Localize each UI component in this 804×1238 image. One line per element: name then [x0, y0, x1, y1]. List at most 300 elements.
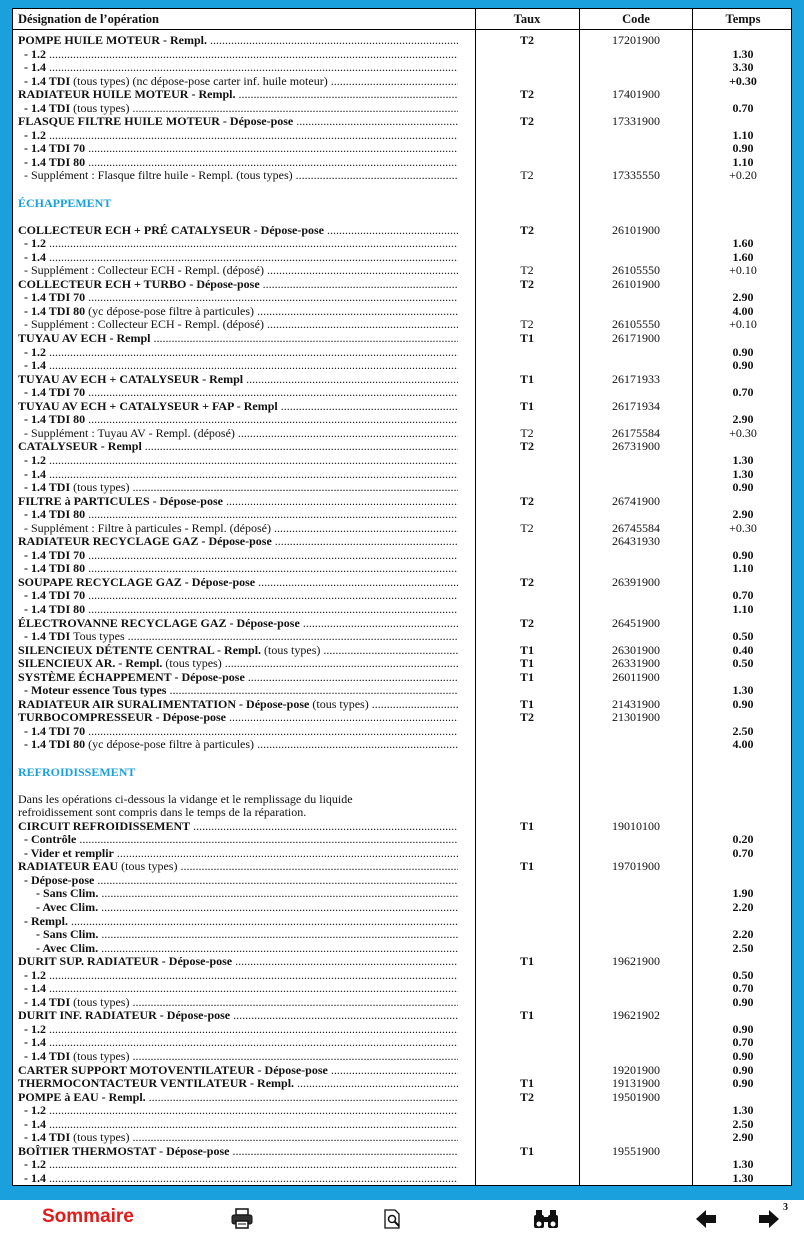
temps-cell: 1.30	[732, 1170, 754, 1185]
temps-cell: 1.10	[732, 601, 754, 616]
operation-label: - 1.4	[18, 1036, 46, 1050]
operation-designation	[18, 468, 458, 482]
operation-label: - 1.4 TDI 70	[18, 589, 86, 603]
temps-cell: 1.30	[732, 683, 754, 698]
operation-label: - Contrôle	[18, 833, 77, 847]
temps-cell: 1.10	[732, 154, 754, 169]
taux-cell: T2	[519, 710, 534, 725]
leader-dots	[98, 901, 458, 914]
table-row	[13, 1077, 791, 1091]
taux-cell: T2	[519, 1089, 534, 1104]
operation-label: CIRCUIT REFROIDISSEMENT	[18, 819, 191, 833]
operation-designation	[18, 48, 458, 62]
operation-label: - Supplément : Collecteur ECH - Rempl. (déposé)	[18, 318, 264, 332]
table-row	[13, 1158, 791, 1172]
taux-cell: T2	[520, 317, 534, 332]
operation-designation	[18, 887, 458, 901]
leader-dots	[46, 982, 458, 995]
operation-label: - 1.4 TDI 70	[18, 386, 86, 400]
table-row	[13, 183, 791, 197]
temps-cell: 0.50	[732, 629, 754, 644]
table-row	[13, 129, 791, 143]
leader-dots	[94, 874, 458, 887]
operation-label: - Supplément : Filtre à particules - Rempl. (déposé)	[18, 521, 271, 535]
operation-designation	[18, 1009, 458, 1023]
code-cell: 19701900	[612, 859, 660, 874]
code-cell: 26011900	[612, 669, 660, 684]
operation-label: - 1.2	[18, 237, 46, 251]
operation-label: - Supplément : Tuyau AV - Rempl. (déposé)	[18, 426, 235, 440]
leader-dots	[85, 562, 458, 575]
temps-cell: 1.30	[732, 452, 754, 467]
operation-designation	[18, 495, 458, 509]
leader-dots	[226, 711, 458, 724]
operation-label: - 1.4	[18, 1171, 46, 1185]
table-row	[13, 847, 791, 861]
operation-label: RADIATEUR AIR SURALIMENTATION - Dépose-pose	[18, 697, 310, 711]
operation-designation	[18, 61, 458, 75]
footer-toolbar	[0, 1200, 804, 1238]
temps-cell: +0.30	[729, 425, 757, 440]
table-row	[13, 820, 791, 834]
operation-designation	[18, 88, 458, 102]
table-row	[13, 88, 791, 102]
leader-dots	[190, 820, 458, 833]
operation-label: - Sans Clim.	[18, 928, 99, 942]
operation-label: SILENCIEUX AR. - Rempl.	[18, 657, 163, 671]
table-row	[13, 982, 791, 996]
leader-dots	[328, 1064, 458, 1077]
table-row	[13, 603, 791, 617]
taux-cell: T2	[520, 425, 534, 440]
table-row	[13, 305, 791, 319]
operation-label: - 1.2	[18, 128, 46, 142]
temps-cell: 2.50	[732, 723, 754, 738]
leader-dots	[230, 1009, 458, 1022]
table-row	[13, 332, 791, 346]
leader-dots	[68, 915, 458, 928]
temps-cell: 0.90	[732, 480, 754, 495]
operation-label: - 1.4 TDI	[18, 630, 71, 644]
operation-label: - Supplément : Collecteur ECH - Rempl. (déposé)	[18, 264, 264, 278]
operation-label: - 1.4	[18, 982, 46, 996]
code-cell: 19551900	[612, 1143, 660, 1158]
operation-designation	[18, 34, 458, 48]
operation-label: - Dépose-pose	[18, 873, 95, 887]
operation-designation	[18, 603, 458, 617]
temps-cell: 0.50	[732, 967, 754, 982]
page-number: 3	[783, 1202, 788, 1213]
operation-designation	[18, 969, 458, 983]
operation-label: - 1.4 TDI 70	[18, 724, 86, 738]
temps-cell: 2.90	[732, 412, 754, 427]
leader-dots	[166, 684, 458, 697]
table-row	[13, 698, 791, 712]
code-cell: 26745584	[612, 520, 660, 535]
header-temps: Temps	[725, 12, 761, 26]
temps-cell: 2.20	[732, 927, 754, 942]
header-code: Code	[622, 12, 650, 26]
operation-label: COLLECTEUR ECH + TURBO - Dépose-pose	[18, 277, 260, 291]
table-row	[13, 400, 791, 414]
table-row	[13, 535, 791, 549]
operation-designation	[18, 901, 458, 915]
leader-dots	[207, 34, 458, 47]
operation-label: FLASQUE FILTRE HUILE MOTEUR - Dépose-pose	[18, 115, 294, 129]
operation-designation	[18, 847, 458, 861]
leader-dots	[324, 224, 458, 237]
operation-designation	[18, 1131, 458, 1145]
operation-designation	[18, 589, 458, 603]
temps-cell: 1.30	[732, 46, 754, 61]
code-cell: 17401900	[612, 87, 660, 102]
table-row	[13, 142, 791, 156]
operation-designation	[18, 955, 458, 969]
operation-label: - 1.4	[18, 61, 46, 75]
leader-dots	[46, 969, 458, 982]
operation-designation	[18, 1064, 458, 1078]
table-row	[13, 156, 791, 170]
temps-cell: 0.70	[732, 981, 754, 996]
operation-label: RADIATEUR EAU	[18, 860, 119, 874]
code-cell: 26301900	[612, 642, 660, 657]
temps-cell: 1.30	[732, 1103, 754, 1118]
table-row	[13, 684, 791, 698]
operation-designation	[18, 833, 458, 847]
leader-dots	[46, 1172, 458, 1185]
operation-designation	[18, 386, 458, 400]
operation-designation	[18, 1158, 458, 1172]
table-row	[13, 860, 791, 874]
header-taux: Taux	[513, 12, 541, 26]
operation-designation	[18, 305, 458, 319]
code-cell: 26101900	[612, 222, 660, 237]
leader-dots	[293, 115, 458, 128]
taux-cell: T1	[519, 331, 534, 346]
operation-label: - 1.4	[18, 359, 46, 373]
operation-label: - 1.4	[18, 1117, 46, 1131]
temps-cell: 0.90	[732, 1062, 754, 1077]
operation-qualifier: (tous types)	[162, 657, 222, 671]
taux-cell: T1	[519, 669, 534, 684]
table-row	[13, 373, 791, 387]
table-row	[13, 291, 791, 305]
table-row	[13, 1091, 791, 1105]
operation-designation	[18, 346, 458, 360]
table-row	[13, 1009, 791, 1023]
operation-designation	[18, 1172, 458, 1186]
table-row	[13, 346, 791, 360]
operation-designation	[18, 278, 458, 292]
table-row	[13, 752, 791, 766]
leader-dots	[85, 589, 458, 602]
operation-designation	[18, 102, 458, 116]
table-row	[13, 874, 791, 888]
operation-designation	[18, 400, 458, 414]
operation-label: - 1.2	[18, 345, 46, 359]
leader-dots	[150, 332, 458, 345]
table-row	[13, 210, 791, 224]
operation-label: - 1.4 TDI 80	[18, 155, 86, 169]
leader-dots	[85, 549, 458, 562]
table-row	[13, 644, 791, 658]
leader-dots	[300, 617, 458, 630]
operation-designation	[18, 806, 458, 820]
leader-dots	[264, 318, 458, 331]
code-cell: 17331900	[612, 114, 660, 129]
operation-label: - Avec Clim.	[18, 901, 99, 914]
code-cell: 26391900	[612, 574, 660, 589]
operation-designation	[18, 522, 458, 536]
operation-designation	[18, 793, 458, 807]
temps-cell: 0.90	[732, 547, 754, 562]
operation-qualifier: (tous types)	[118, 860, 178, 874]
operation-qualifier: (tous types)	[70, 995, 130, 1009]
section-heading	[13, 766, 791, 780]
arrow-right-icon[interactable]	[757, 1208, 781, 1234]
taux-cell: T1	[519, 642, 534, 657]
operation-label: TUYAU AV ECH + CATALYSEUR - Rempl	[18, 372, 244, 386]
taux-cell: T2	[520, 168, 534, 183]
code-cell: 26431930	[612, 534, 660, 549]
table-row	[13, 468, 791, 482]
leader-dots	[46, 61, 458, 74]
taux-cell: T2	[519, 615, 534, 630]
operation-label: - 1.4 TDI	[18, 101, 71, 115]
taux-cell: T1	[519, 1076, 534, 1091]
operation-qualifier: (tous types) (nc dépose-pose carter inf. huile moteur)	[70, 74, 328, 88]
operation-designation	[18, 1104, 458, 1118]
leader-dots	[146, 1091, 458, 1104]
temps-cell: +0.20	[729, 168, 757, 183]
code-cell: 26451900	[612, 615, 660, 630]
operation-label: FILTRE à PARTICULES - Dépose-pose	[18, 494, 223, 508]
leader-dots	[85, 508, 458, 521]
leader-dots	[245, 671, 458, 684]
code-cell: 19621902	[612, 1008, 660, 1023]
table-row	[13, 630, 791, 644]
taux-cell: T1	[519, 1008, 534, 1023]
table-row	[13, 576, 791, 590]
temps-cell: 0.90	[732, 141, 754, 156]
operation-designation	[18, 508, 458, 522]
operation-qualifier: (tous types)	[70, 1050, 130, 1064]
leader-dots	[293, 169, 458, 182]
table-row	[13, 779, 791, 793]
operation-designation	[18, 725, 458, 739]
code-cell: 26101900	[612, 276, 660, 291]
operation-label: TURBOCOMPRESSEUR - Dépose-pose	[18, 711, 227, 725]
table-row	[13, 725, 791, 739]
leader-dots	[76, 833, 458, 846]
operation-qualifier: (tous types)	[70, 481, 130, 495]
temps-cell: +0.10	[729, 317, 757, 332]
code-cell: 19131900	[612, 1076, 660, 1091]
leader-dots	[85, 413, 458, 426]
operation-label: RADIATEUR RECYCLAGE GAZ - Dépose-pose	[18, 535, 272, 549]
temps-cell: 0.70	[732, 385, 754, 400]
operation-label: DURIT INF. RADIATEUR - Dépose-pose	[18, 1009, 231, 1023]
temps-cell: 0.90	[732, 1049, 754, 1064]
operation-qualifier: Tous types	[70, 630, 125, 644]
table-row	[13, 522, 791, 536]
operation-label: ÉLECTROVANNE RECYCLAGE GAZ - Dépose-pose	[18, 616, 300, 630]
temps-cell: 0.50	[732, 656, 754, 671]
operation-designation	[18, 535, 458, 549]
operation-designation	[18, 942, 458, 956]
leader-dots	[223, 495, 458, 508]
leader-dots	[46, 346, 458, 359]
operation-qualifier: (tous types)	[261, 643, 321, 657]
operation-label: - 1.4 TDI	[18, 1050, 71, 1064]
leader-dots	[46, 237, 458, 250]
temps-cell: 0.90	[732, 358, 754, 373]
taux-cell: T1	[519, 398, 534, 413]
code-cell: 26171900	[612, 331, 660, 346]
operations-table	[12, 8, 792, 1186]
code-cell: 19201900	[612, 1062, 660, 1077]
sommaire-link[interactable]: Sommaire	[42, 1206, 134, 1227]
temps-cell: 0.90	[732, 696, 754, 711]
operation-designation	[18, 332, 458, 346]
code-cell: 26105550	[612, 263, 660, 278]
table-row	[13, 711, 791, 725]
operation-label: - 1.4 TDI 80	[18, 413, 86, 427]
operation-designation	[18, 1050, 458, 1064]
operation-designation	[18, 169, 458, 183]
operation-designation	[18, 996, 458, 1010]
temps-cell: 3.30	[732, 60, 754, 75]
operation-designation	[18, 1036, 458, 1050]
operation-label: SYSTÈME ÉCHAPPEMENT - Dépose-pose	[18, 670, 245, 684]
leader-dots	[85, 142, 458, 155]
leader-dots	[320, 644, 458, 657]
table-row	[13, 738, 791, 752]
leader-dots	[229, 1145, 458, 1158]
operation-label: - Supplément : Flasque filtre huile - Rempl. (tous types)	[18, 169, 293, 183]
table-row	[13, 440, 791, 454]
code-cell: 26171934	[612, 398, 660, 413]
table-row	[13, 915, 791, 929]
operation-designation	[18, 156, 458, 170]
operation-label: SILENCIEUX DÉTENTE CENTRAL - Rempl.	[18, 643, 262, 657]
temps-cell: +0.10	[729, 263, 757, 278]
operation-designation	[18, 982, 458, 996]
taux-cell: T2	[519, 574, 534, 589]
table-body	[13, 34, 791, 1185]
temps-cell: 1.10	[732, 561, 754, 576]
temps-cell: 0.20	[732, 832, 754, 847]
leader-dots	[222, 657, 458, 670]
leader-dots	[129, 102, 458, 115]
operation-label: - 1.4 TDI 80	[18, 562, 86, 576]
leader-dots	[255, 576, 458, 589]
code-cell: 19501900	[612, 1089, 660, 1104]
table-row	[13, 806, 791, 820]
table-row	[13, 942, 791, 956]
operation-label: - 1.2	[18, 453, 46, 467]
table-row	[13, 359, 791, 373]
operation-designation	[18, 860, 458, 874]
table-row	[13, 481, 791, 495]
taux-cell: T2	[520, 520, 534, 535]
operation-label: ÉCHAPPEMENT	[18, 196, 112, 210]
operation-designation	[18, 766, 458, 780]
temps-cell: +0.30	[729, 520, 757, 535]
leader-dots	[98, 942, 458, 955]
operation-designation	[18, 617, 458, 631]
operation-designation	[18, 684, 458, 698]
operation-label: REFROIDISSEMENT	[18, 765, 136, 779]
header-designation: Désignation de l’opération	[18, 12, 159, 26]
operation-label: - 1.4 TDI 80	[18, 602, 86, 616]
operation-label: - Avec Clim.	[18, 941, 99, 955]
operation-designation	[18, 820, 458, 834]
temps-cell: 1.60	[732, 249, 754, 264]
leader-dots	[129, 1050, 458, 1063]
operation-qualifier: (tous types)	[309, 697, 369, 711]
taux-cell: T1	[519, 818, 534, 833]
operation-designation	[18, 427, 458, 441]
code-cell: 26731900	[612, 439, 660, 454]
operation-label: - 1.2	[18, 1158, 46, 1172]
table-row	[13, 549, 791, 563]
operation-label: - 1.4	[18, 250, 46, 264]
operation-designation	[18, 440, 458, 454]
zoom-page-icon[interactable]	[383, 1208, 403, 1234]
table-row	[13, 508, 791, 522]
binoculars-icon[interactable]	[532, 1208, 560, 1234]
table-row	[13, 589, 791, 603]
leader-dots	[235, 88, 458, 101]
leader-dots	[142, 440, 458, 453]
leader-dots	[260, 278, 458, 291]
temps-cell: 0.40	[732, 642, 754, 657]
operation-designation	[18, 915, 458, 929]
operation-label: - 1.4 TDI 80	[18, 508, 86, 522]
leader-dots	[46, 251, 458, 264]
table-row	[13, 1172, 791, 1186]
operation-qualifier: (tous types)	[70, 101, 130, 115]
operation-designation	[18, 115, 458, 129]
table-row	[13, 793, 791, 807]
table-row	[13, 1131, 791, 1145]
operation-designation	[18, 237, 458, 251]
arrow-left-icon[interactable]	[694, 1208, 718, 1234]
temps-cell: 0.90	[732, 1076, 754, 1091]
taux-cell: T1	[519, 1143, 534, 1158]
leader-dots	[98, 928, 458, 941]
table-row	[13, 251, 791, 265]
printer-icon[interactable]	[230, 1208, 254, 1234]
operation-designation	[18, 413, 458, 427]
operation-label: RADIATEUR HUILE MOTEUR - Rempl.	[18, 88, 236, 102]
leader-dots	[264, 264, 458, 277]
leader-dots	[46, 129, 458, 142]
table-row	[13, 48, 791, 62]
operation-designation	[18, 1091, 458, 1105]
table-row	[13, 1118, 791, 1132]
table-row	[13, 996, 791, 1010]
table-row	[13, 454, 791, 468]
taux-cell: T1	[519, 656, 534, 671]
temps-cell: 2.90	[732, 1130, 754, 1145]
code-cell: 26175584	[612, 425, 660, 440]
code-cell: 17201900	[612, 33, 660, 47]
leader-dots	[85, 156, 458, 169]
operation-designation	[18, 1118, 458, 1132]
operation-label: TUYAU AV ECH - Rempl	[18, 332, 151, 346]
